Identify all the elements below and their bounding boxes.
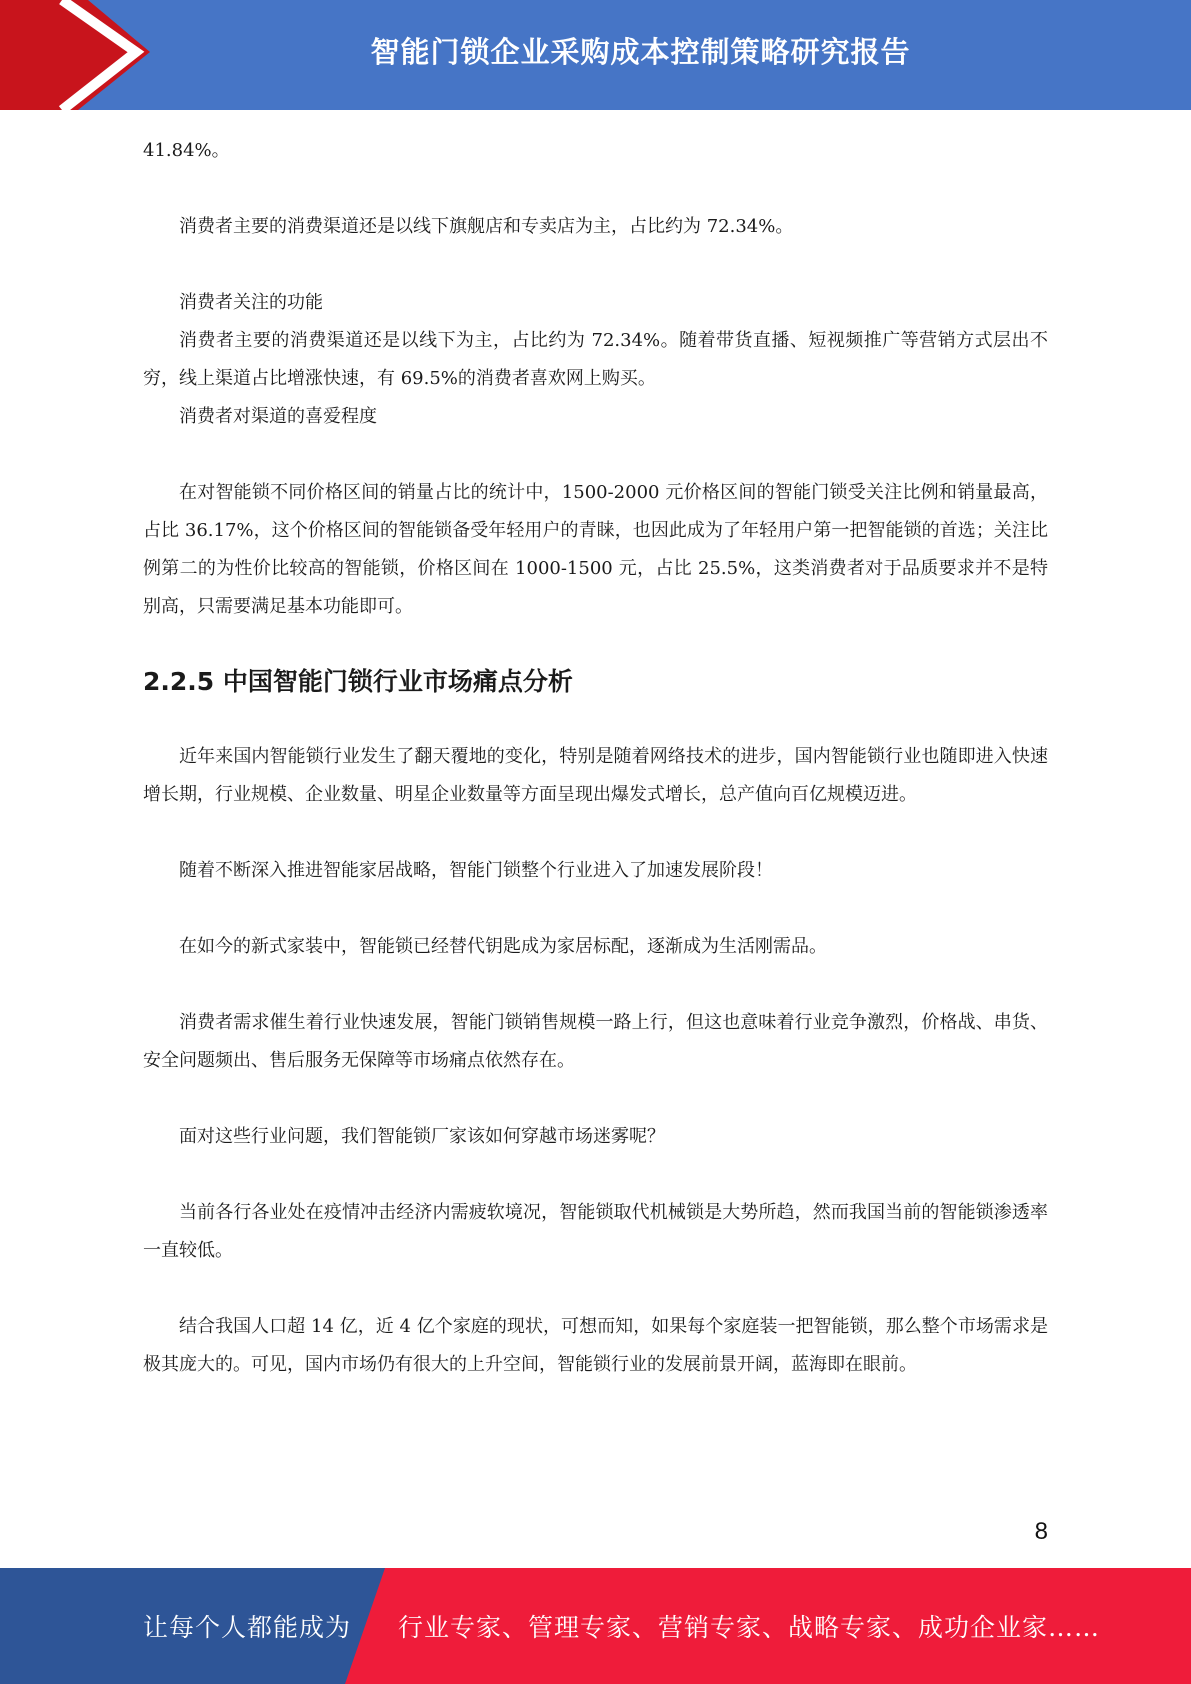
page-number: 8 — [1034, 1518, 1048, 1545]
paragraph-continuation: 41.84%。 — [143, 140, 230, 161]
paragraph: 当前各行各业处在疫情冲击经济内需疲软境况，智能锁取代机械锁是大势所趋，然而我国当前的智能锁渗透率一直较低。 — [143, 1202, 1048, 1261]
paragraph: 在如今的新式家装中，智能锁已经替代钥匙成为家居标配，逐渐成为生活刚需品。 — [179, 936, 827, 957]
paragraph: 近年来国内智能锁行业发生了翻天覆地的变化，特别是随着网络技术的进步，国内智能锁行业也随即进入快速增长期，行业规模、企业数量、明星企业数量等方面呈现出爆发式增长，总产值向百亿规模迈进。 — [143, 746, 1048, 805]
footer-slogan-left: 让每个人都能成为 — [143, 1613, 352, 1642]
figure-caption: 消费者对渠道的喜爱程度 — [179, 406, 377, 427]
paragraph: 随着不断深入推进智能家居战略，智能门锁整个行业进入了加速发展阶段！ — [179, 860, 773, 881]
paragraph: 消费者主要的消费渠道还是以线下旗舰店和专卖店为主，占比约为 72.34%。 — [179, 216, 794, 237]
page-footer — [0, 1568, 1191, 1684]
paragraph: 消费者需求催生着行业快速发展，智能门锁销售规模一路上行，但这也意味着行业竞争激烈，价格战、串货、安全问题频出、售后服务无保障等市场痛点依然存在。 — [143, 1012, 1048, 1071]
paragraph: 消费者主要的消费渠道还是以线下为主，占比约为 72.34%。随着带货直播、短视频推广等营销方式层出不穷，线上渠道占比增涨快速，有 69.5%的消费者喜欢网上购买。 — [143, 330, 1048, 389]
paragraph: 在对智能锁不同价格区间的销量占比的统计中，1500-2000 元价格区间的智能门锁受关注比例和销量最高，占比 36.17%，这个价格区间的智能锁备受年轻用户的青睐，也因此成为了年轻用户第一把智能锁的首选；关注比例第二的为性价比较高的智能锁，价格区间在 1000-1500 元，占比 25.5%，这类消费者对于品质要求并不是特别高，只需要满足基本功能即可。 — [143, 482, 1048, 617]
footer-slogan-right: 行业专家、管理专家、营销专家、战略专家、成功企业家…… — [398, 1613, 1101, 1642]
page-header — [0, 0, 1191, 110]
main-content — [143, 132, 1048, 1384]
figure-caption: 消费者关注的功能 — [179, 292, 323, 313]
header-red-arrow-decoration — [0, 0, 150, 110]
report-title: 智能门锁企业采购成本控制策略研究报告 — [370, 34, 911, 69]
section-heading: 2.2.5 中国智能门锁行业市场痛点分析 — [143, 667, 573, 696]
paragraph: 面对这些行业问题，我们智能锁厂家该如何穿越市场迷雾呢？ — [179, 1126, 665, 1147]
paragraph: 结合我国人口超 14 亿，近 4 亿个家庭的现状，可想而知，如果每个家庭装一把智能锁，那么整个市场需求是极其庞大的。可见，国内市场仍有很大的上升空间，智能锁行业的发展前景开阔，蓝海即在眼前。 — [143, 1316, 1048, 1375]
